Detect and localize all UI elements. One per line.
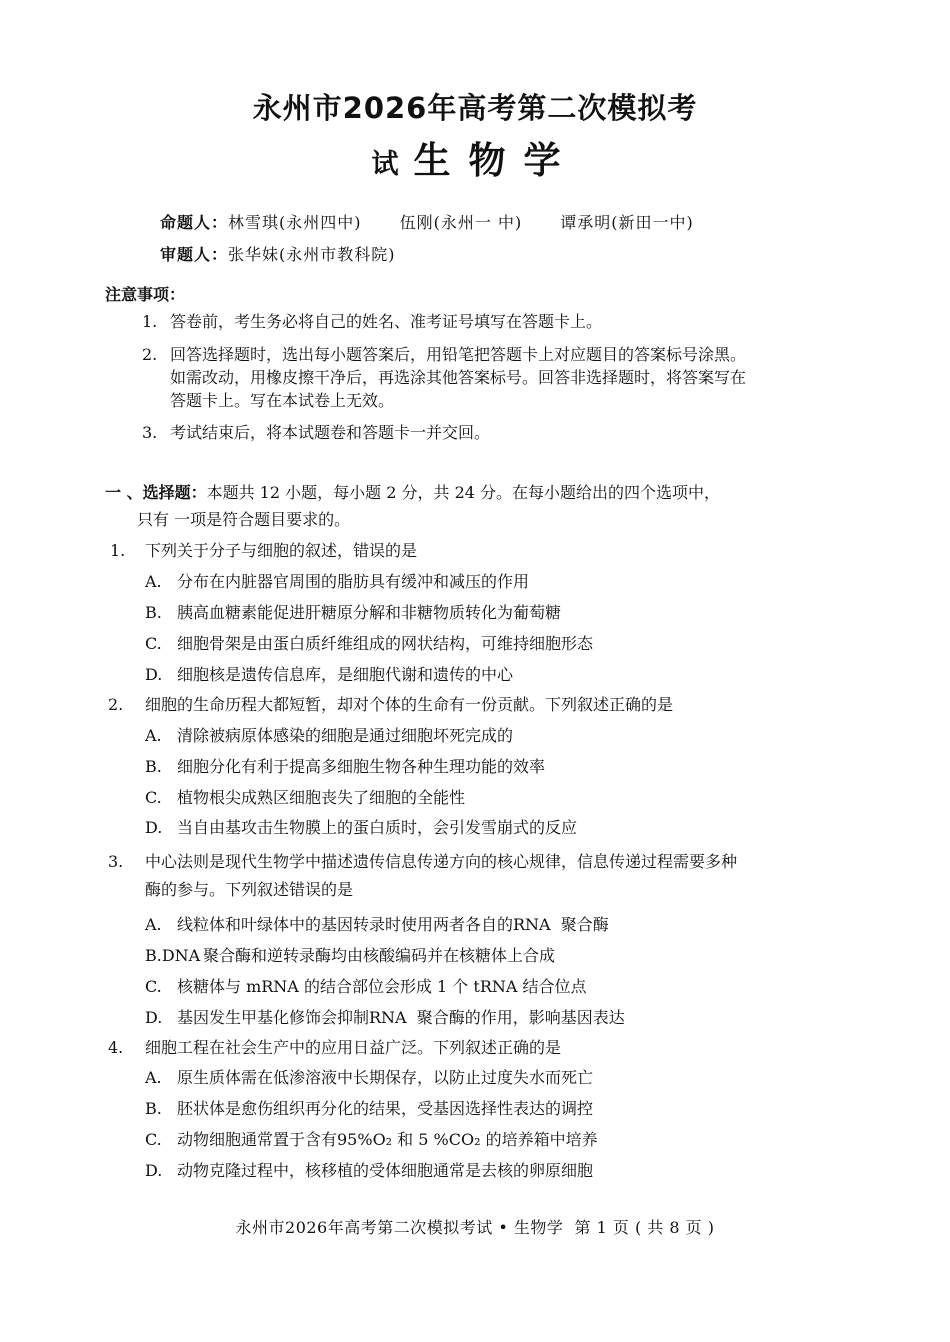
- exam-title-tail: 试: [371, 149, 400, 180]
- option-text: 分布在内脏器官周围的脂肪具有缓冲和减压的作用: [177, 572, 530, 591]
- option-text: 胰高血糖素能促进肝糖原分解和非糖物质转化为葡萄糖: [177, 603, 562, 622]
- question-3-stem-continued: 酶的参与。下列叙述错误的是: [145, 880, 354, 899]
- section-text: 本题共 12 小题，每小题 2 分，共 24 分。在每小题给出的四个选项中，: [206, 483, 721, 502]
- notice-item: [142, 345, 746, 365]
- option-label: D.: [145, 818, 163, 837]
- question-2-option-c: [145, 788, 465, 808]
- question-2-option-d: [145, 818, 577, 838]
- option-label: C.: [145, 1130, 162, 1149]
- page-footer: 永州市2026年高考第二次模拟考试 • 生物学 第 1 页 ( 共 8 页 ): [235, 1218, 715, 1237]
- question-text: 细胞工程在社会生产中的应用日益广泛。下列叙述正确的是: [145, 1038, 562, 1057]
- option-text: 原生质体需在低渗溶液中长期保存，以防止过度失水而死亡: [177, 1068, 594, 1087]
- option-text: 动物细胞通常置于含有95%O₂ 和 5 %CO₂ 的培养箱中培养: [177, 1130, 598, 1149]
- question-1-stem: [110, 541, 417, 561]
- option-label: C.: [145, 977, 162, 996]
- subject-name: 生物学: [413, 139, 579, 182]
- section-text-continued: 只有 一项是符合题目要求的。: [137, 510, 351, 529]
- option-label: D.: [145, 1008, 163, 1027]
- question-number: 3.: [108, 852, 124, 871]
- question-3-stem: [108, 852, 737, 872]
- question-1-option-d: [145, 665, 513, 685]
- question-1-option-c: [145, 634, 593, 654]
- section-prefix: 一 、: [105, 483, 143, 502]
- question-4-option-d: [145, 1161, 593, 1181]
- option-label: B.DNA: [145, 946, 201, 965]
- question-text: 细胞的生命历程大都短暂，却对个体的生命有一份贡献。下列叙述正确的是: [145, 695, 674, 714]
- notice-num: 2.: [142, 345, 158, 364]
- reviewer-label: 审题人：: [160, 245, 229, 264]
- question-1-option-b: [145, 603, 561, 623]
- option-label: A.: [145, 915, 162, 934]
- question-4-option-a: [145, 1068, 593, 1088]
- question-4-option-b: [145, 1099, 593, 1119]
- option-label: C.: [145, 634, 162, 653]
- option-text: 当自由基攻击生物膜上的蛋白质时，会引发雪崩式的反应: [177, 818, 578, 837]
- question-4-option-c: [145, 1130, 598, 1150]
- option-text: 核糖体与 mRNA 的结合部位会形成 1 个 tRNA 结合位点: [177, 977, 587, 996]
- option-label: A.: [145, 1068, 162, 1087]
- setter-2: 伍刚(永州一 中): [399, 213, 523, 232]
- question-1-option-a: [145, 572, 529, 592]
- notice-text: 考试结束后，将本试题卷和答题卡一并交回。: [170, 423, 491, 442]
- question-number: 2.: [108, 695, 124, 714]
- question-number: 4.: [108, 1038, 124, 1057]
- option-text: 清除被病原体感染的细胞是通过细胞坏死完成的: [177, 726, 514, 745]
- option-text: 胚状体是愈伤组织再分化的结果，受基因选择性表达的调控: [177, 1099, 594, 1118]
- option-label: B.: [145, 603, 162, 622]
- option-text: 细胞核是遗传信息库，是细胞代谢和遗传的中心: [177, 665, 514, 684]
- setters-row: [160, 210, 694, 233]
- option-label: C.: [145, 788, 162, 807]
- section-label: 选择题：: [142, 483, 207, 502]
- option-text: 动物克隆过程中，核移植的受体细胞通常是去核的卵原细胞: [177, 1161, 594, 1180]
- question-3-option-d: [145, 1008, 625, 1028]
- question-2-option-a: [145, 726, 513, 746]
- option-text: 基因发生甲基化修饰会抑制RNA 聚合酶的作用，影响基因表达: [177, 1008, 625, 1027]
- option-text: 细胞骨架是由蛋白质纤维组成的网状结构，可维持细胞形态: [177, 634, 594, 653]
- setter-label: 命题人：: [160, 213, 229, 232]
- option-label: B.: [145, 1099, 162, 1118]
- notice-text: 回答选择题时，选出每小题答案后，用铅笔把答题卡上对应题目的答案标号涂黑。: [170, 345, 747, 364]
- question-text: 中心法则是现代生物学中描述遗传信息传递方向的核心规律，信息传递过程需要多种: [145, 852, 738, 871]
- notice-text-continued: 答题卡上。写在本试卷上无效。: [170, 391, 395, 410]
- option-text: 线粒体和叶绿体中的基因转录时使用两者各自的RNA 聚合酶: [177, 915, 609, 934]
- exam-title: 永州市2026年高考第二次模拟考: [252, 91, 698, 125]
- question-3-option-b: [145, 946, 555, 966]
- notice-text-continued: 如需改动，用橡皮擦干净后，再选涂其他答案标号。回答非选择题时，将答案写在: [170, 368, 747, 387]
- option-label: D.: [145, 1161, 163, 1180]
- option-text: 细胞分化有利于提高多细胞生物各种生理功能的效率: [177, 757, 546, 776]
- option-text: 聚合酶和逆转录酶均由核酸编码并在核糖体上合成: [203, 946, 556, 965]
- exam-subject-title: [0, 130, 950, 184]
- setter-3: 谭承明(新田一中): [560, 213, 694, 232]
- notice-item: [142, 423, 490, 443]
- question-2-stem: [108, 695, 673, 715]
- question-3-option-a: [145, 915, 609, 935]
- section-heading: [105, 480, 720, 503]
- option-label: A.: [145, 572, 162, 591]
- option-label: D.: [145, 665, 163, 684]
- notice-num: 3.: [142, 423, 158, 442]
- notice-item: [142, 312, 602, 332]
- question-text: 下列关于分子与细胞的叙述，错误的是: [145, 541, 418, 560]
- question-2-option-b: [145, 757, 545, 777]
- option-label: B.: [145, 757, 162, 776]
- option-label: A.: [145, 726, 162, 745]
- notice-num: 1.: [142, 312, 158, 331]
- option-text: 植物根尖成熟区细胞丧失了细胞的全能性: [177, 788, 466, 807]
- reviewer-row: [160, 242, 396, 265]
- question-3-option-c: [145, 977, 587, 997]
- notice-text: 答卷前，考生务必将自己的姓名、准考证号填写在答题卡上。: [170, 312, 603, 331]
- reviewer: 张华妹(永州市教科院): [228, 245, 396, 264]
- question-number: 1.: [110, 541, 126, 560]
- question-4-stem: [108, 1038, 561, 1058]
- notice-heading: 注意事项：: [105, 285, 186, 304]
- setter-1: 林雪琪(永州四中): [228, 213, 362, 232]
